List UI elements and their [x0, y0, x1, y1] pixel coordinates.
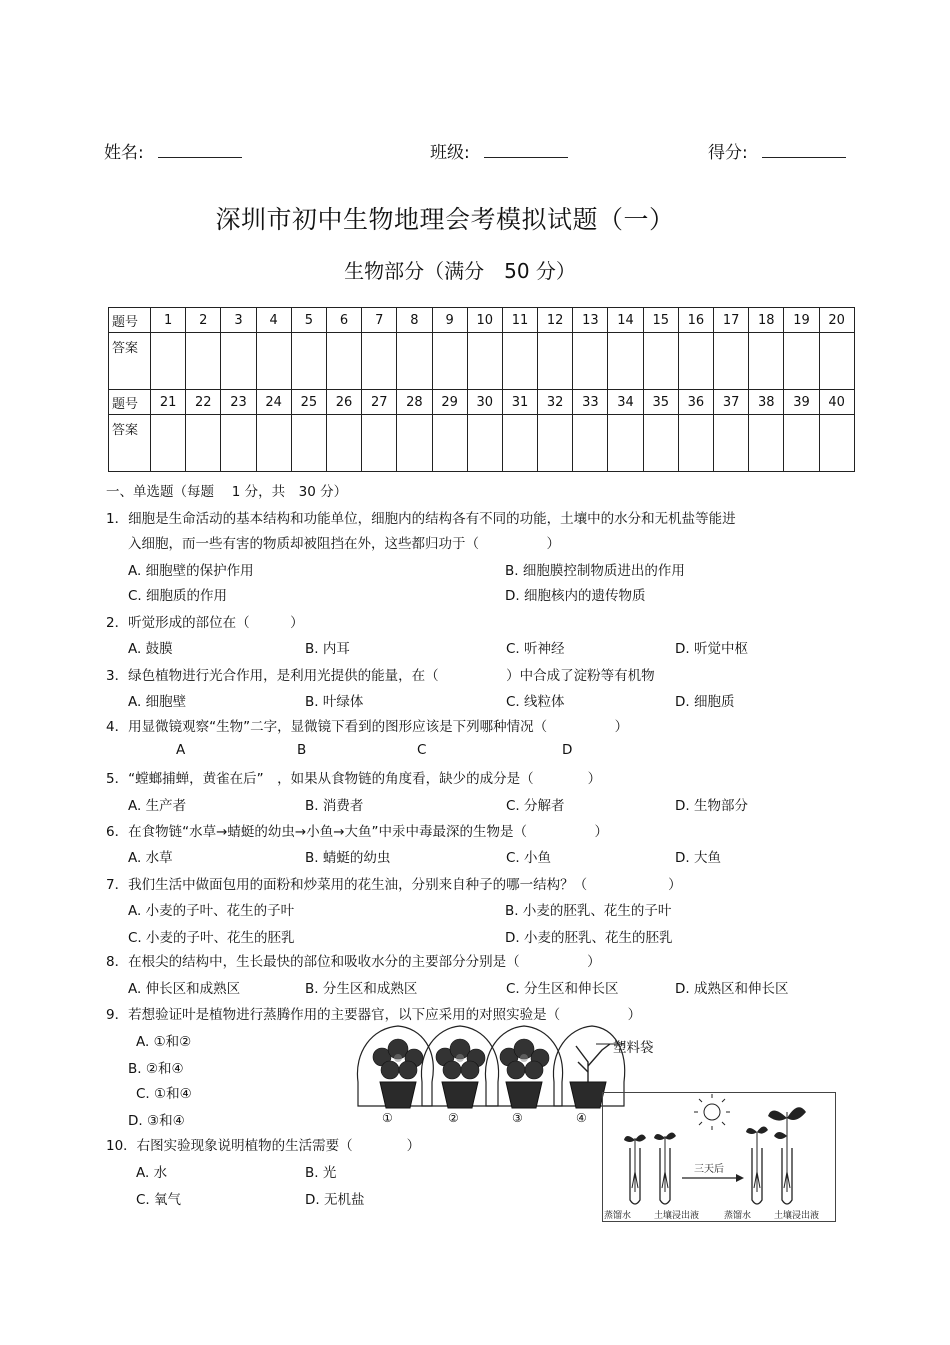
pot-label-4: ④: [576, 1111, 587, 1125]
leaves: [624, 1107, 806, 1142]
question-number-cell: 2: [186, 308, 221, 333]
question-6-option-b[interactable]: B. 蜻蜓的幼虫: [305, 850, 391, 866]
answer-cell[interactable]: [714, 333, 749, 390]
question-5-stem: 5．“螳螂捕蝉，黄雀在后” ，如果从食物链的角度看，缺少的成分是（ ）: [106, 771, 602, 787]
question-8-option-b[interactable]: B. 分生区和成熟区: [305, 981, 418, 997]
question-number-cell: 15: [643, 308, 678, 333]
question-number-cell: 40: [819, 390, 854, 415]
answer-cell[interactable]: [151, 333, 186, 390]
answer-row-2: [109, 415, 855, 472]
answer-cell[interactable]: [749, 415, 784, 472]
answer-cell[interactable]: [256, 333, 291, 390]
answer-cell[interactable]: [151, 415, 186, 472]
question-2-option-a[interactable]: A. 鼓膜: [128, 641, 173, 657]
question-number-cell: 11: [502, 308, 537, 333]
question-10-stem: 10．右图实验现象说明植物的生活需要（ ）: [106, 1138, 421, 1154]
question-number-cell: 33: [573, 390, 608, 415]
question-number-cell: 6: [326, 308, 361, 333]
pot-label-1: ①: [382, 1111, 393, 1125]
question-number-cell: 17: [714, 308, 749, 333]
question-number-cell: 25: [291, 390, 326, 415]
bag-label: 塑料袋: [613, 1040, 654, 1056]
answer-cell[interactable]: [749, 333, 784, 390]
answer-cell[interactable]: [502, 333, 537, 390]
name-blank[interactable]: [158, 143, 242, 158]
answer-cell[interactable]: [362, 333, 397, 390]
answer-cell[interactable]: [467, 415, 502, 472]
question-number-cell: 13: [573, 308, 608, 333]
question-10-option-d[interactable]: D. 无机盐: [305, 1192, 365, 1208]
answer-cell[interactable]: [573, 415, 608, 472]
answer-cell[interactable]: [432, 333, 467, 390]
question-number-cell: 37: [714, 390, 749, 415]
pot-2: [442, 1082, 478, 1108]
class-field: [430, 138, 568, 163]
question-3-stem: 3．绿色植物进行光合作用，是利用光提供的能量，在（ ）中合成了淀粉等有机物: [106, 668, 655, 684]
question-number-cell: 21: [151, 390, 186, 415]
question-number-cell: 31: [502, 390, 537, 415]
question-number-cell: 19: [784, 308, 819, 333]
pot-3: [506, 1082, 542, 1108]
question-number-cell: 39: [784, 390, 819, 415]
question-5-option-a[interactable]: A. 生产者: [128, 798, 187, 814]
question-number-cell: 34: [608, 390, 643, 415]
class-label: 班级:: [430, 143, 470, 163]
question-10-option-c[interactable]: C. 氧气: [136, 1192, 182, 1208]
section-heading: 一、单选题（每题 1 分，共 30 分）: [106, 484, 348, 500]
page-title: 深圳市初中生物地理会考模拟试题（一）: [215, 205, 675, 234]
question-8-option-c[interactable]: C. 分生区和伸长区: [506, 981, 619, 997]
score-blank[interactable]: [762, 143, 846, 158]
answer-cell[interactable]: [608, 415, 643, 472]
question-number-cell: 22: [186, 390, 221, 415]
answer-cell[interactable]: [291, 415, 326, 472]
answer-cell[interactable]: [256, 415, 291, 472]
question-number-cell: 30: [467, 390, 502, 415]
arrow-head: [736, 1174, 744, 1182]
answer-cell[interactable]: [397, 415, 432, 472]
test-tube-figure: [602, 1092, 836, 1222]
pot-1: [380, 1082, 416, 1108]
answer-cell[interactable]: [784, 415, 819, 472]
class-blank[interactable]: [484, 143, 568, 158]
answer-cell[interactable]: [291, 333, 326, 390]
tube-label-1: 蒸馏水: [604, 1211, 632, 1221]
tube-label-3: 蒸馏水: [724, 1211, 752, 1221]
pot-label-3: ③: [512, 1111, 523, 1125]
answer-cell[interactable]: [221, 333, 256, 390]
question-7-option-d[interactable]: D. 小麦的胚乳、花生的胚乳: [505, 930, 673, 946]
question-7-option-c[interactable]: C. 小麦的子叶、花生的胚乳: [128, 930, 295, 946]
answer-table: [108, 307, 855, 472]
question-number-cell: 3: [221, 308, 256, 333]
sun-icon: [694, 1094, 730, 1130]
question-number-cell: 14: [608, 308, 643, 333]
question-9-option-d[interactable]: D. ③和④: [128, 1113, 185, 1129]
question-4-option-d[interactable]: D: [562, 742, 573, 758]
question-number-cell: 38: [749, 390, 784, 415]
question-3-option-b[interactable]: B. 叶绿体: [305, 694, 364, 710]
question-number-cell: 36: [678, 390, 713, 415]
answer-cell[interactable]: [186, 415, 221, 472]
page-subtitle: 生物部分（满分 50 分）: [344, 259, 576, 283]
answer-label: 答案: [109, 333, 151, 390]
question-4-option-c[interactable]: C: [417, 742, 427, 758]
score-label: 得分:: [708, 143, 748, 163]
question-number-cell: 20: [819, 308, 854, 333]
answer-cell[interactable]: [502, 415, 537, 472]
question-2-stem: 2．听觉形成的部位在（ ）: [106, 615, 304, 631]
question-number-cell: 9: [432, 308, 467, 333]
question-4-stem: 4．用显微镜观察“生物”二字，显微镜下看到的图形应该是下列哪种情况（ ）: [106, 719, 629, 735]
question-number-cell: 5: [291, 308, 326, 333]
answer-cell[interactable]: [432, 415, 467, 472]
question-5-option-b[interactable]: B. 消费者: [305, 798, 364, 814]
question-1-stem: 1．细胞是生命活动的基本结构和功能单位，细胞内的结构各有不同的功能，土壤中的水分和无机盐等能进: [106, 511, 736, 527]
question-4-option-b[interactable]: B: [297, 742, 307, 758]
tube-label-2: 土壤浸出液: [654, 1211, 700, 1221]
question-9-stem: 9．若想验证叶是植物进行蒸腾作用的主要器官，以下应采用的对照实验是（ ）: [106, 1007, 642, 1023]
arrow-label: 三天后: [694, 1164, 724, 1175]
answer-cell[interactable]: [643, 415, 678, 472]
answer-cell[interactable]: [538, 333, 573, 390]
question-5-option-c[interactable]: C. 分解者: [506, 798, 565, 814]
question-number-cell: 7: [362, 308, 397, 333]
question-number-cell: 8: [397, 308, 432, 333]
answer-cell[interactable]: [397, 333, 432, 390]
answer-cell[interactable]: [608, 333, 643, 390]
pot-4: [570, 1082, 606, 1108]
question-6-stem: 6．在食物链“水草→蜻蜓的幼虫→小鱼→大鱼”中汞中毒最深的生物是（ ）: [106, 824, 609, 840]
answer-cell[interactable]: [678, 333, 713, 390]
name-field: [104, 138, 242, 163]
answer-cell[interactable]: [573, 333, 608, 390]
question-6-option-a[interactable]: A. 水草: [128, 850, 173, 866]
answer-cell[interactable]: [538, 415, 573, 472]
question-number-cell: 28: [397, 390, 432, 415]
question-number-cell: 27: [362, 390, 397, 415]
question-number-cell: 35: [643, 390, 678, 415]
question-number-cell: 24: [256, 390, 291, 415]
answer-cell[interactable]: [221, 415, 256, 472]
question-3-option-d[interactable]: D. 细胞质: [675, 694, 735, 710]
question-1-stem-cont: 入细胞，而一些有害的物质却被阻挡在外，这些都归功于（ ）: [128, 536, 560, 552]
question-2-option-d[interactable]: D. 听觉中枢: [675, 641, 748, 657]
question-6-option-c[interactable]: C. 小鱼: [506, 850, 552, 866]
question-3-option-c[interactable]: C. 线粒体: [506, 694, 565, 710]
answer-cell[interactable]: [819, 333, 854, 390]
question-8-option-a[interactable]: A. 伸长区和成熟区: [128, 981, 241, 997]
question-number-cell: 1: [151, 308, 186, 333]
question-9-option-c[interactable]: C. ①和④: [136, 1086, 192, 1102]
question-number-cell: 16: [678, 308, 713, 333]
question-4-option-a[interactable]: A: [176, 742, 186, 758]
question-7-option-b[interactable]: B. 小麦的胚乳、花生的子叶: [505, 903, 672, 919]
pot-label-2: ②: [448, 1111, 459, 1125]
question-9-option-b[interactable]: B. ②和④: [128, 1061, 184, 1077]
question-8-stem: 8．在根尖的结构中，生长最快的部位和吸收水分的主要部分分别是（ ）: [106, 954, 601, 970]
question-7-option-a[interactable]: A. 小麦的子叶、花生的子叶: [128, 903, 295, 919]
question-number-cell: 18: [749, 308, 784, 333]
question-7-stem: 7．我们生活中做面包用的面粉和炒菜用的花生油，分别来自种子的哪一结构？（ ）: [106, 877, 682, 893]
answer-cell[interactable]: [714, 415, 749, 472]
question-number-cell: 29: [432, 390, 467, 415]
question-1-option-b[interactable]: B. 细胞膜控制物质进出的作用: [505, 563, 685, 579]
seedlings: [632, 1112, 790, 1192]
question-number-row-1: [109, 308, 855, 333]
question-10-option-b[interactable]: B. 光: [305, 1165, 337, 1181]
answer-cell[interactable]: [326, 333, 361, 390]
question-2-option-b[interactable]: B. 内耳: [305, 641, 350, 657]
row-label: 题号: [109, 308, 151, 333]
answer-cell[interactable]: [326, 415, 361, 472]
question-number-cell: 10: [467, 308, 502, 333]
answer-cell[interactable]: [467, 333, 502, 390]
answer-cell[interactable]: [784, 333, 819, 390]
question-6-option-d[interactable]: D. 大鱼: [675, 850, 721, 866]
answer-cell[interactable]: [643, 333, 678, 390]
answer-label: 答案: [109, 415, 151, 472]
question-3-option-a[interactable]: A. 细胞壁: [128, 694, 187, 710]
question-number-cell: 26: [326, 390, 361, 415]
answer-cell[interactable]: [186, 333, 221, 390]
question-10-option-a[interactable]: A. 水: [136, 1165, 168, 1181]
question-5-option-d[interactable]: D. 生物部分: [675, 798, 748, 814]
tube-label-4: 土壤浸出液: [774, 1211, 820, 1221]
row-label: 题号: [109, 390, 151, 415]
question-1-option-d[interactable]: D. 细胞核内的遗传物质: [505, 588, 646, 604]
answer-cell[interactable]: [678, 415, 713, 472]
question-9-option-a[interactable]: A. ①和②: [136, 1034, 192, 1050]
answer-cell[interactable]: [819, 415, 854, 472]
question-number-cell: 4: [256, 308, 291, 333]
question-1-option-a[interactable]: A. 细胞壁的保护作用: [128, 563, 254, 579]
score-field: [708, 138, 846, 163]
question-number-row-2: [109, 390, 855, 415]
question-number-cell: 12: [538, 308, 573, 333]
question-number-cell: 23: [221, 390, 256, 415]
question-1-option-c[interactable]: C. 细胞质的作用: [128, 588, 228, 604]
question-8-option-d[interactable]: D. 成熟区和伸长区: [675, 981, 789, 997]
name-label: 姓名:: [104, 143, 144, 163]
question-number-cell: 32: [538, 390, 573, 415]
question-2-option-c[interactable]: C. 听神经: [506, 641, 565, 657]
bare-branches-4: [576, 1044, 610, 1084]
answer-row-1: [109, 333, 855, 390]
answer-cell[interactable]: [362, 415, 397, 472]
